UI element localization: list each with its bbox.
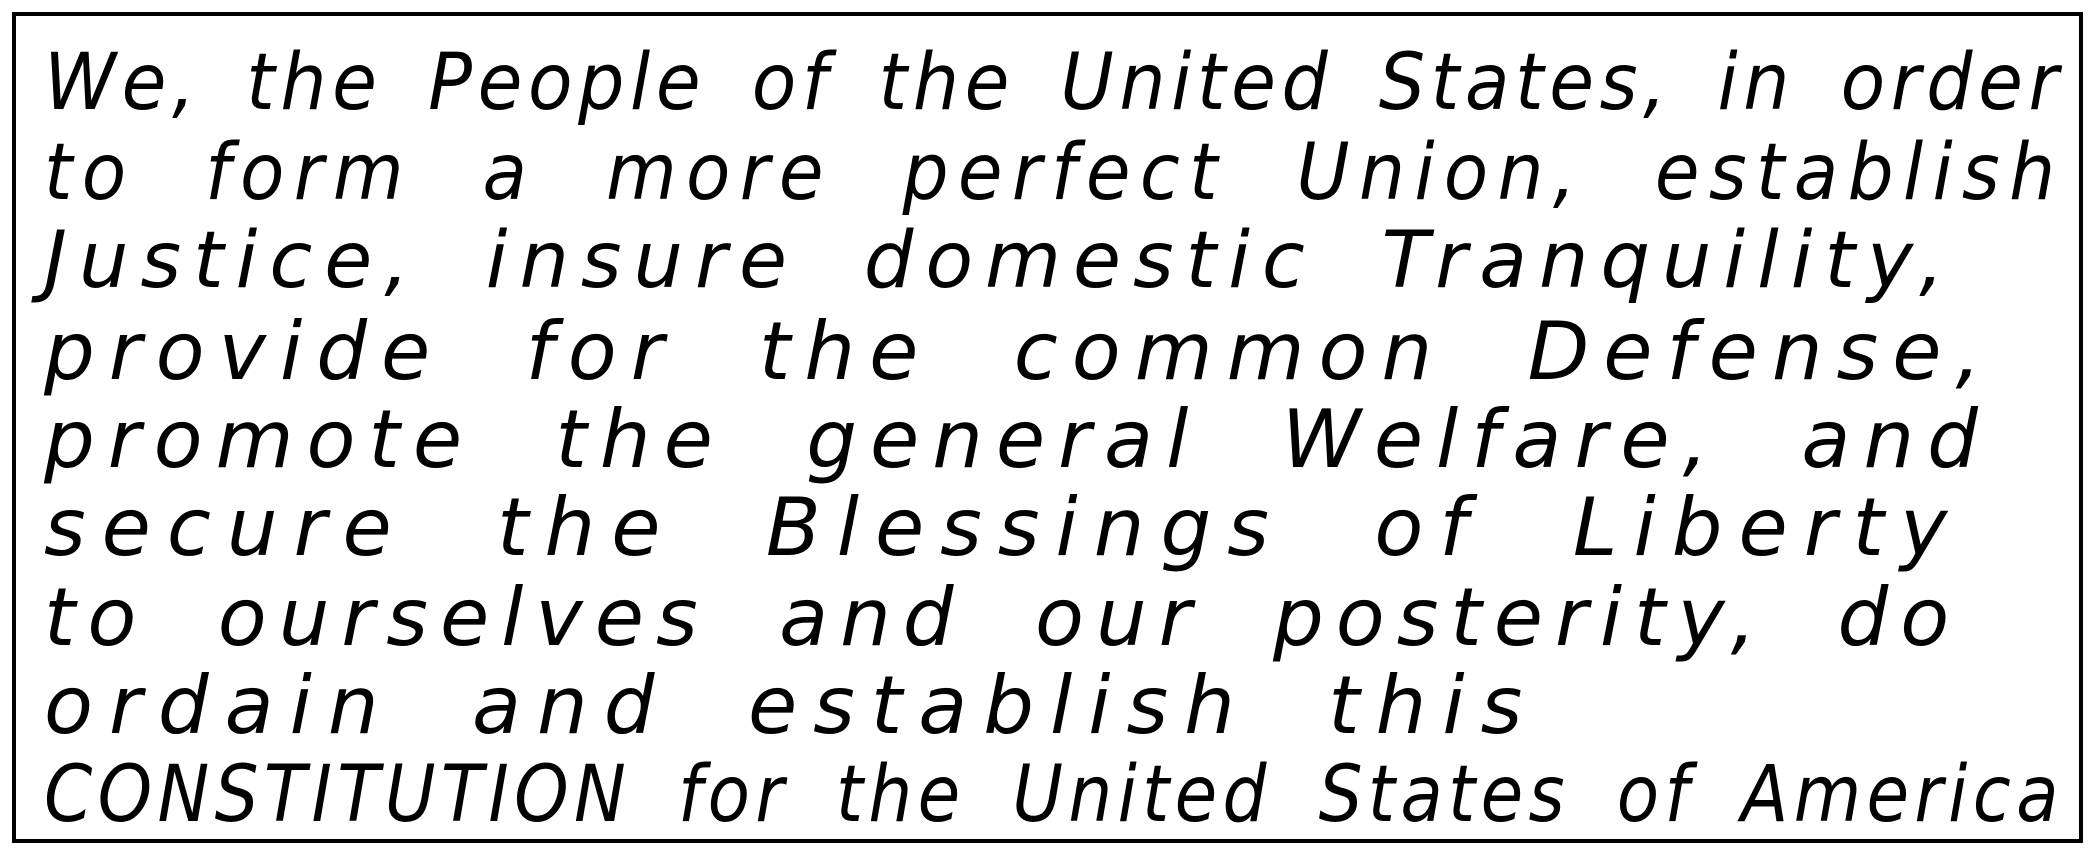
text-line-9: CONSTITUTION for the United States of America [44,750,2064,840]
text-line-5: promote the general Welfare, and [44,393,1991,486]
text-line-4: provide for the common Defense, [44,305,1995,398]
text-line-2: to form a more perfect Union, establish [44,128,2065,218]
text-line-3: Justice, insure domestic Tranquility, [44,216,1956,306]
text-line-8: ordain and establish this [44,659,1539,752]
text-line-7: to ourselves and our posterity, do [44,571,1962,664]
handwritten-text-block [44,34,2084,854]
page-border [12,12,2083,843]
text-line-6: secure the Blessings of Liberty [44,481,1964,574]
text-line-1: We, the People of the United States, in order [44,38,2065,128]
